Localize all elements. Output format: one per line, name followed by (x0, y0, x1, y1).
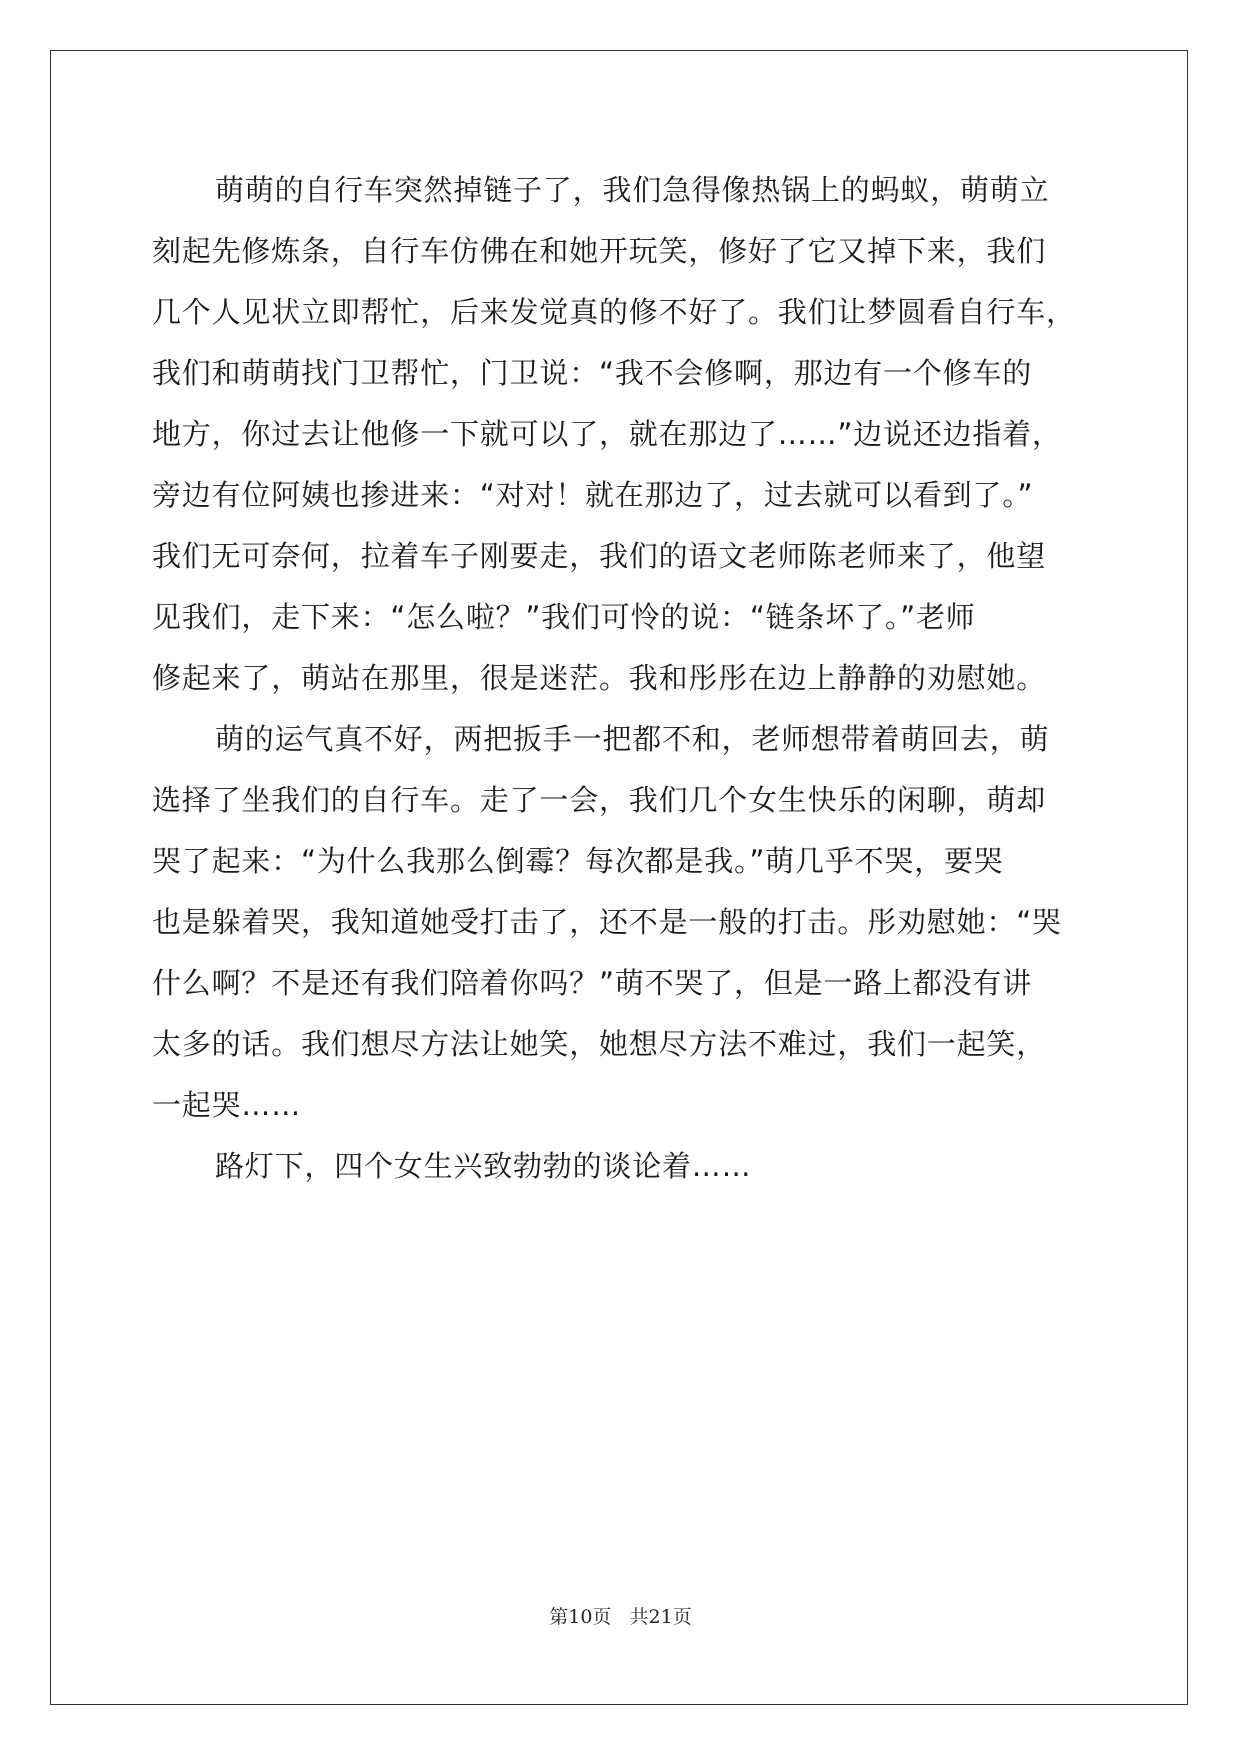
paragraph-2-line-3: 哭了起来：“为什么我那么倒霉？每次都是我。”萌几乎不哭，要哭 (152, 844, 1004, 878)
paragraph-2-line-2: 选择了坐我们的自行车。走了一会，我们几个女生快乐的闲聊，萌却 (152, 783, 1047, 817)
page-number: 第10页 共21页 (549, 1606, 692, 1628)
paragraph-2-line-7: 一起哭…… (152, 1088, 302, 1122)
paragraph-1-line-4: 我们和萌萌找门卫帮忙，门卫说：“我不会修啊，那边有一个修车的 (152, 356, 1033, 390)
document-body (152, 160, 1092, 1197)
paragraph-1-line-9: 修起来了，萌站在那里，很是迷茫。我和彤彤在边上静静的劝慰她。 (152, 661, 1047, 695)
page-footer (0, 1602, 1241, 1629)
paragraph-1-line-5: 地方，你过去让他修一下就可以了，就在那边了……”边说还边指着， (152, 417, 1062, 451)
paragraph-3-line-1: 路灯下，四个女生兴致勃勃的谈论着…… (215, 1149, 752, 1183)
paragraph-2-line-6: 太多的话。我们想尽方法让她笑，她想尽方法不难过，我们一起笑， (152, 1027, 1047, 1061)
paragraph-1-line-1: 萌萌的自行车突然掉链子了，我们急得像热锅上的蚂蚁，萌萌立 (215, 173, 1050, 207)
paragraph-2-line-4: 也是躲着哭，我知道她受打击了，还不是一般的打击。彤劝慰她：“哭 (152, 905, 1062, 939)
paragraph-1-line-8: 见我们，走下来：“怎么啦？”我们可怜的说：“链条坏了。”老师 (152, 600, 976, 634)
paragraph-1-line-6: 旁边有位阿姨也掺进来：“对对！就在那边了，过去就可以看到了。” (152, 478, 1034, 512)
paragraph-1-line-3: 几个人见状立即帮忙，后来发觉真的修不好了。我们让梦圆看自行车， (152, 295, 1076, 329)
paragraph-1-line-2: 刻起先修炼条，自行车仿佛在和她开玩笑，修好了它又掉下来，我们 (152, 234, 1047, 268)
paragraph-2-line-5: 什么啊？不是还有我们陪着你吗？”萌不哭了，但是一路上都没有讲 (152, 966, 1033, 1000)
paragraph-1-line-7: 我们无可奈何，拉着车子刚要走，我们的语文老师陈老师来了，他望 (152, 539, 1047, 573)
paragraph-2-line-1: 萌的运气真不好，两把扳手一把都不和，老师想带着萌回去，萌 (215, 722, 1050, 756)
